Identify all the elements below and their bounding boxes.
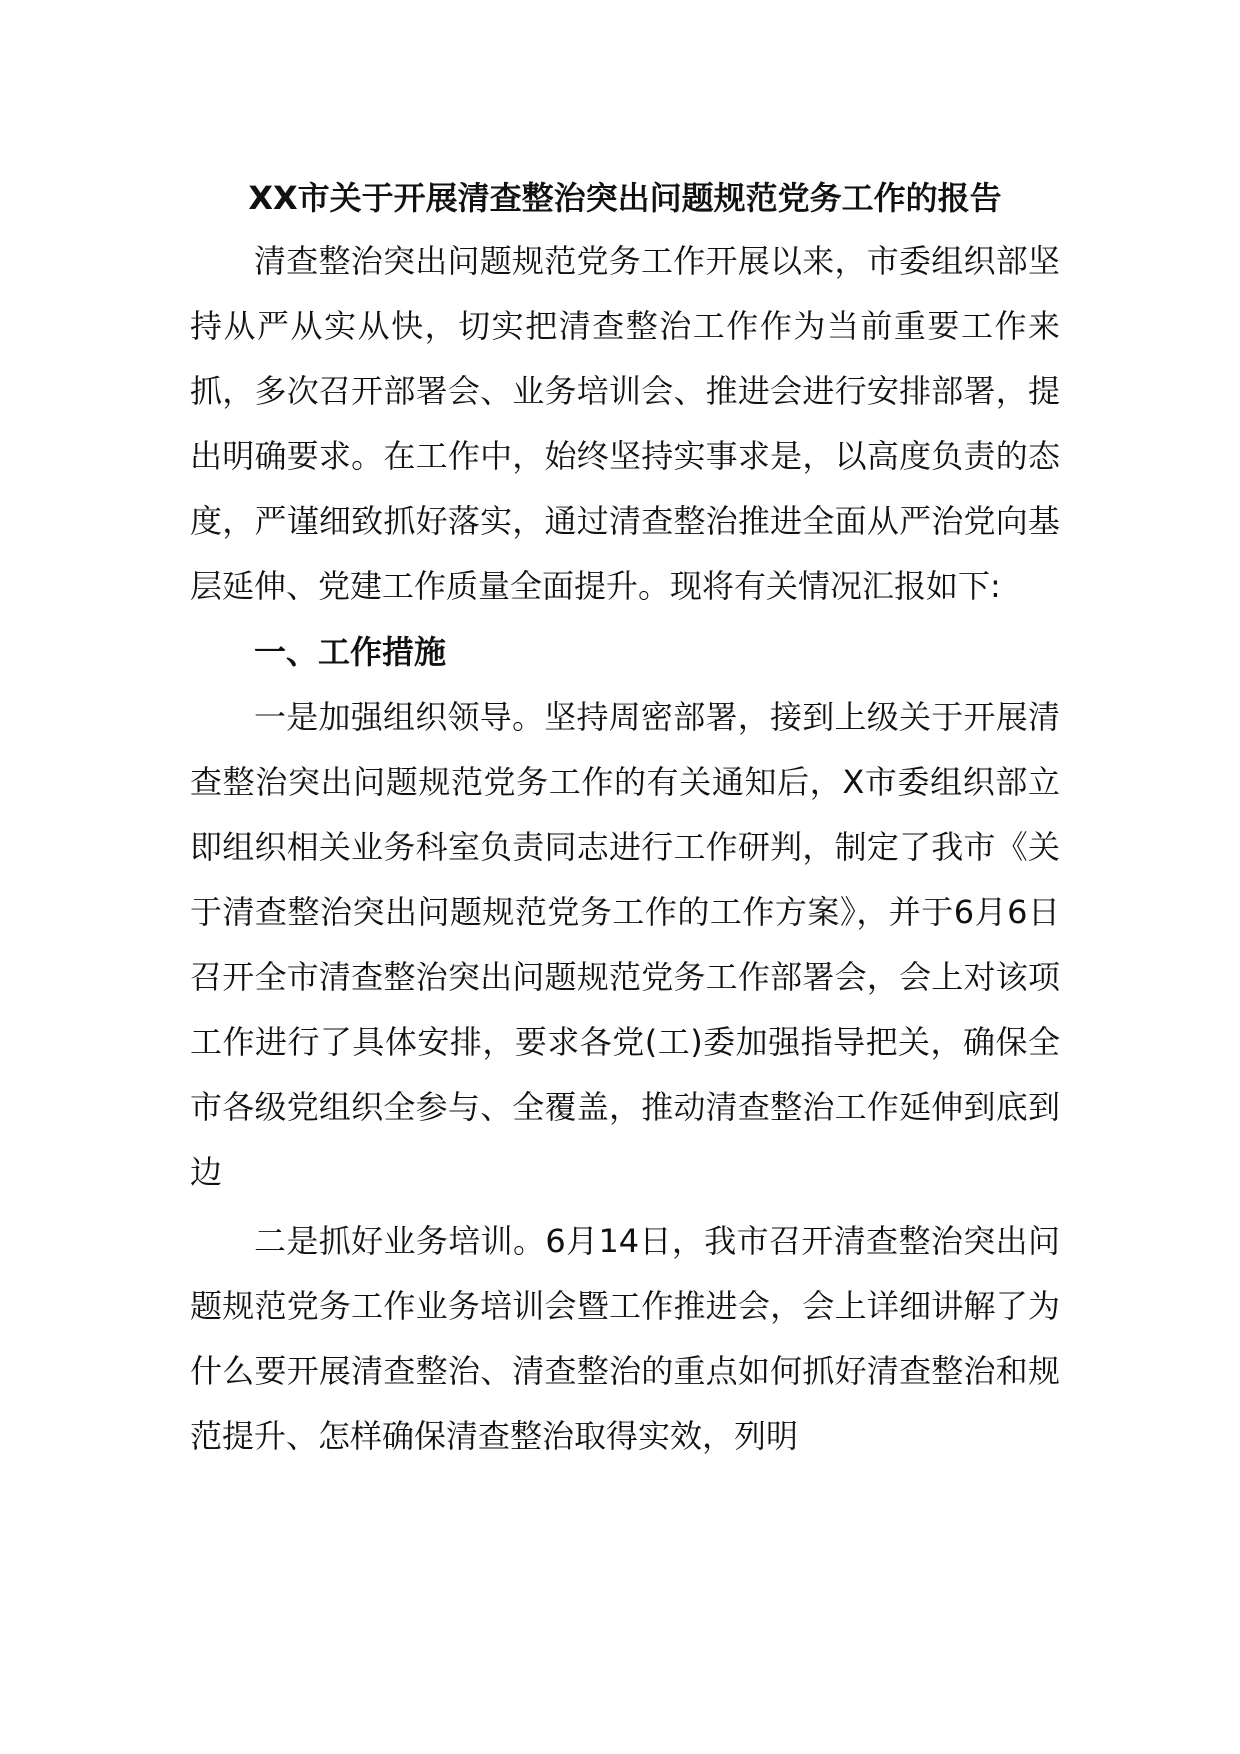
section-heading-work-measures: 一、工作措施: [254, 633, 447, 671]
document-title: XX市关于开展清查整治突出问题规范党务工作的报告: [248, 179, 1002, 217]
paragraph-organization-leadership: 一是加强组织领导。坚持周密部署，接到上级关于开展清查整治突出问题规范党务工作的有关通知后，X市委组织部立即组织相关业务科室负责同志进行工作研判，制定了我市《关于清查整治突出问题规范党务工作的工作方案》，并于6月6日召开全市清查整治突出问题规范党务工作部署会，会上对该项工作进行了具体安排，要求各党(工)委加强指导把关，确保全市各级党组织全参与、全覆盖，推动清查整治工作延伸到底到边: [190, 698, 1060, 1191]
paragraph-business-training: 二是抓好业务培训。6月14日，我市召开清查整治突出问题规范党务工作业务培训会暨工作推进会，会上详细讲解了为什么要开展清查整治、清查整治的重点如何抓好清查整治和规范提升、怎样确保清查整治取得实效，列明: [190, 1222, 1060, 1455]
intro-paragraph: 清查整治突出问题规范党务工作开展以来，市委组织部坚持从严从实从快，切实把清查整治工作作为当前重要工作来抓，多次召开部署会、业务培训会、推进会进行安排部署，提出明确要求。在工作中，始终坚持实事求是，以高度负责的态度，严谨细致抓好落实，通过清查整治推进全面从严治党向基层延伸、党建工作质量全面提升。现将有关情况汇报如下:: [190, 242, 1060, 605]
document-page: [190, 175, 1060, 1469]
